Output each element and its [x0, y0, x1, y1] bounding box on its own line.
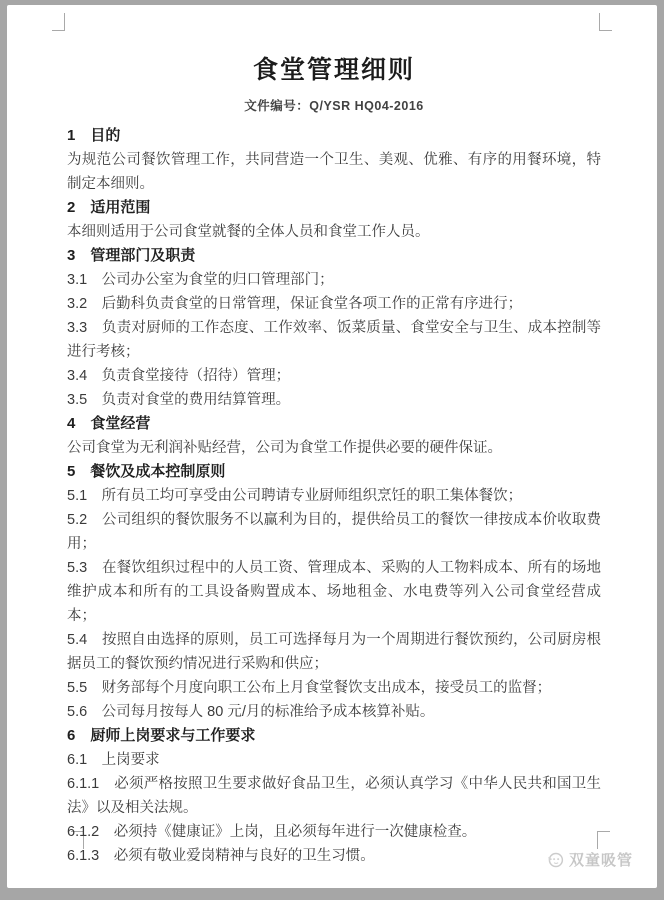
paragraph: 5.2 公司组织的餐饮服务不以赢利为目的，提供给员工的餐饮一律按成本价收取费用；	[67, 512, 601, 552]
paragraph: 本细则适用于公司食堂就餐的全体人员和食堂工作人员。	[67, 224, 430, 240]
paragraph: 5.3 在餐饮组织过程中的人员工资、管理成本、采购的人工物料成本、所有的场地维护成本和所有的工具设备购置成本、场地租金、水电费等列入公司食堂经营成本；	[67, 560, 601, 624]
section-heading: 5 餐饮及成本控制原则	[67, 463, 226, 480]
crop-mark-top-left-icon	[52, 13, 65, 31]
section-heading: 6 厨师上岗要求与工作要求	[67, 727, 256, 744]
document-content	[7, 53, 657, 868]
paragraph: 3.5 负责对食堂的费用结算管理。	[67, 392, 291, 408]
paragraph: 6.1.2 必须持《健康证》上岗，且必须每年进行一次健康检查。	[67, 824, 477, 840]
paragraph: 为规范公司餐饮管理工作，共同营造一个卫生、美观、优雅、有序的用餐环境，特制定本细则。	[67, 152, 601, 192]
paragraph: 5.4 按照自由选择的原则，员工可选择每月为一个周期进行餐饮预约，公司厨房根据员工的餐饮预约情况进行采购和供应；	[67, 632, 601, 672]
watermark-text: 双童吸管	[568, 852, 633, 869]
document-page	[7, 5, 657, 888]
paragraph: 公司食堂为无利润补贴经营，公司为食堂工作提供必要的硬件保证。	[67, 440, 502, 456]
section-heading: 2 适用范围	[67, 199, 151, 216]
paragraph: 3.3 负责对厨师的工作态度、工作效率、饭菜质量、食堂安全与卫生、成本控制等进行考核；	[67, 320, 601, 360]
watermark	[546, 849, 633, 870]
paragraph: 3.4 负责食堂接待（招待）管理；	[67, 368, 291, 384]
paragraph: 5.1 所有员工均可享受由公司聘请专业厨师组织烹饪的职工集体餐饮；	[67, 488, 523, 504]
section-heading: 3 管理部门及职责	[67, 247, 196, 264]
page-title: 食堂管理细则	[252, 56, 415, 84]
paragraph: 5.5 财务部每个月度向职工公布上月食堂餐饮支出成本，接受员工的监督；	[67, 680, 552, 696]
watermark-logo-icon	[546, 851, 564, 869]
paragraph: 6.1 上岗要求	[67, 752, 160, 768]
section-heading: 1 目的	[67, 127, 121, 144]
section-heading: 4 食堂经营	[67, 415, 151, 432]
crop-mark-top-right-icon	[599, 13, 612, 31]
paragraph: 3.2 后勤科负责食堂的日常管理，保证食堂各项工作的正常有序进行；	[67, 296, 523, 312]
paragraph: 3.1 公司办公室为食堂的归口管理部门；	[67, 272, 334, 288]
document-number: 文件编号：Q/YSR HQ04-2016	[244, 99, 424, 113]
paragraph: 5.6 公司每月按每人 80 元/月的标准给予成本核算补贴。	[67, 704, 435, 720]
paragraph: 6.1.1 必须严格按照卫生要求做好食品卫生，必须认真学习《中华人民共和国卫生法》以及相关法规。	[67, 776, 601, 816]
paragraph: 6.1.3 必须有敬业爱岗精神与良好的卫生习惯。	[67, 848, 375, 864]
document-body	[67, 124, 601, 868]
